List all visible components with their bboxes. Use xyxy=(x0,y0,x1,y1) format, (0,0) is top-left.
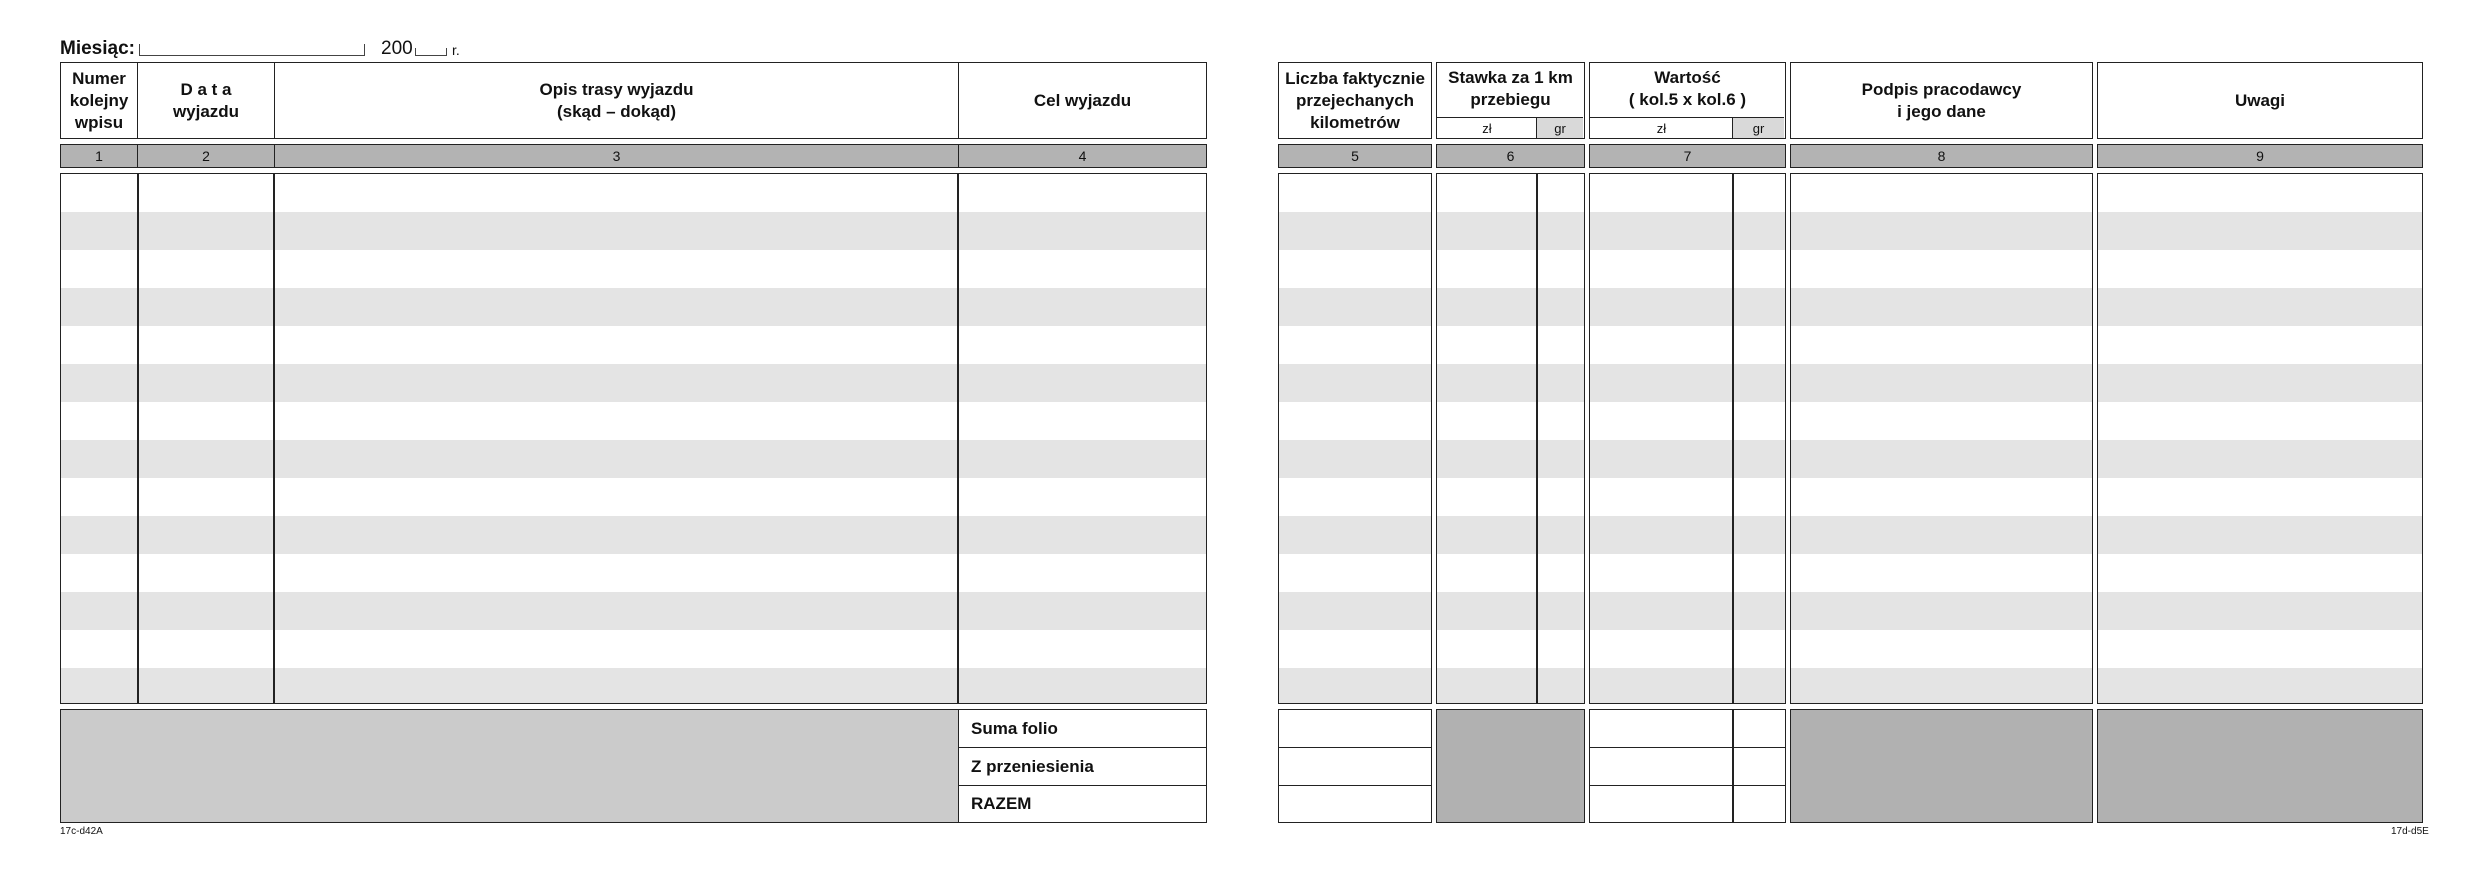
col-number-1: 1 xyxy=(60,144,138,168)
stripe-row xyxy=(1590,592,1785,630)
stripe-row xyxy=(61,668,1206,704)
notes-column-body[interactable] xyxy=(2097,173,2423,704)
stripe-row xyxy=(1590,440,1785,478)
value-column-body[interactable] xyxy=(1589,173,1786,704)
column-divider xyxy=(137,174,139,703)
col-header-entry-number: Numer kolejny wpisu xyxy=(60,62,138,139)
col-number-7: 7 xyxy=(1589,144,1786,168)
stripe-row xyxy=(1590,212,1785,250)
month-label: Miesiąc: xyxy=(60,38,135,59)
column-divider xyxy=(1732,710,1734,747)
stripe-row xyxy=(1791,592,2092,630)
stripe-row xyxy=(2098,212,2422,250)
stripe-row xyxy=(2098,364,2422,402)
stripe-row xyxy=(61,516,1206,554)
stripe-row xyxy=(1279,364,1431,402)
summary-value-carried[interactable] xyxy=(1589,747,1786,786)
summary-km-folio[interactable] xyxy=(1278,709,1432,748)
value-zl-subheader: zł xyxy=(1590,117,1733,138)
col-header-date: D a t a wyjazdu xyxy=(137,62,275,139)
signature-column-body[interactable] xyxy=(1790,173,2093,704)
stripe-row xyxy=(1437,592,1584,630)
col-number-5: 5 xyxy=(1278,144,1432,168)
col-header-value xyxy=(1589,62,1786,139)
km-column-body[interactable] xyxy=(1278,173,1432,704)
stripe-row xyxy=(61,288,1206,326)
summary-folio-label: Suma folio xyxy=(958,709,1207,748)
summary-rate-shaded xyxy=(1436,709,1585,823)
stripe-row xyxy=(1437,668,1584,704)
col-header-purpose: Cel wyjazdu xyxy=(958,62,1207,139)
stripe-row xyxy=(1791,440,2092,478)
rate-column-body[interactable] xyxy=(1436,173,1585,704)
stripe-row xyxy=(1590,288,1785,326)
summary-value-folio[interactable] xyxy=(1589,709,1786,748)
stripe-row xyxy=(2098,440,2422,478)
stripe-row xyxy=(1279,516,1431,554)
col-number-6: 6 xyxy=(1436,144,1585,168)
summary-carried-label: Z przeniesienia xyxy=(958,747,1207,786)
column-divider xyxy=(1536,174,1538,703)
summary-shaded-area xyxy=(60,709,959,823)
stripe-row xyxy=(1437,212,1584,250)
col-header-signature: Podpis pracodawcy i jego dane xyxy=(1790,62,2093,139)
column-divider xyxy=(1732,174,1734,703)
col-header-notes: Uwagi xyxy=(2097,62,2423,139)
left-table-body[interactable] xyxy=(60,173,1207,704)
col-header-route: Opis trasy wyjazdu (skąd – dokąd) xyxy=(274,62,959,139)
col-header-value-label: Wartość ( kol.5 x kol.6 ) xyxy=(1628,68,1747,109)
stripe-row xyxy=(1791,516,2092,554)
stripe-row xyxy=(61,592,1206,630)
summary-notes-shaded xyxy=(2097,709,2423,823)
stripe-row xyxy=(61,212,1206,250)
month-input-line[interactable] xyxy=(139,44,365,56)
stripe-row xyxy=(1437,516,1584,554)
stripe-row xyxy=(61,364,1206,402)
col-number-8: 8 xyxy=(1790,144,2093,168)
stripe-row xyxy=(1590,668,1785,704)
summary-km-carried[interactable] xyxy=(1278,747,1432,786)
col-number-2: 2 xyxy=(137,144,275,168)
rate-gr-subheader: gr xyxy=(1536,117,1583,138)
column-divider xyxy=(1732,786,1734,822)
stripe-row xyxy=(1791,288,2092,326)
summary-value-total[interactable] xyxy=(1589,785,1786,823)
stripe-row xyxy=(1791,364,2092,402)
stripe-row xyxy=(1791,668,2092,704)
summary-signature-shaded xyxy=(1790,709,2093,823)
form-code-left: 17c-d42A xyxy=(60,826,103,837)
stripe-row xyxy=(1279,440,1431,478)
col-number-9: 9 xyxy=(2097,144,2423,168)
stripe-row xyxy=(2098,592,2422,630)
stripe-row xyxy=(1437,440,1584,478)
column-divider xyxy=(273,174,275,703)
stripe-row xyxy=(61,440,1206,478)
stripe-row xyxy=(1590,364,1785,402)
stripe-row xyxy=(2098,288,2422,326)
stripe-row xyxy=(1279,592,1431,630)
stripe-row xyxy=(1437,364,1584,402)
stripe-row xyxy=(1279,668,1431,704)
stripe-row xyxy=(2098,668,2422,704)
stripe-row xyxy=(1279,212,1431,250)
col-header-rate-label: Stawka za 1 km przebiegu xyxy=(1448,68,1573,109)
stripe-row xyxy=(1437,288,1584,326)
summary-total-label: RAZEM xyxy=(958,785,1207,823)
year-prefix: 200 xyxy=(381,38,413,59)
stripe-row xyxy=(2098,516,2422,554)
year-input-line[interactable] xyxy=(415,48,447,56)
stripe-row xyxy=(1791,212,2092,250)
year-suffix: r. xyxy=(452,42,460,58)
summary-km-total[interactable] xyxy=(1278,785,1432,823)
col-number-3: 3 xyxy=(274,144,959,168)
stripe-row xyxy=(1590,516,1785,554)
form-code-right: 17d-d5E xyxy=(2391,826,2429,837)
col-header-rate xyxy=(1436,62,1585,139)
column-divider xyxy=(1732,748,1734,785)
value-gr-subheader: gr xyxy=(1732,117,1784,138)
col-header-km: Liczba faktycznie przejechanych kilometrów xyxy=(1278,62,1432,139)
stripe-row xyxy=(1279,288,1431,326)
rate-zl-subheader: zł xyxy=(1437,117,1537,138)
column-divider xyxy=(957,174,959,703)
col-number-4: 4 xyxy=(958,144,1207,168)
